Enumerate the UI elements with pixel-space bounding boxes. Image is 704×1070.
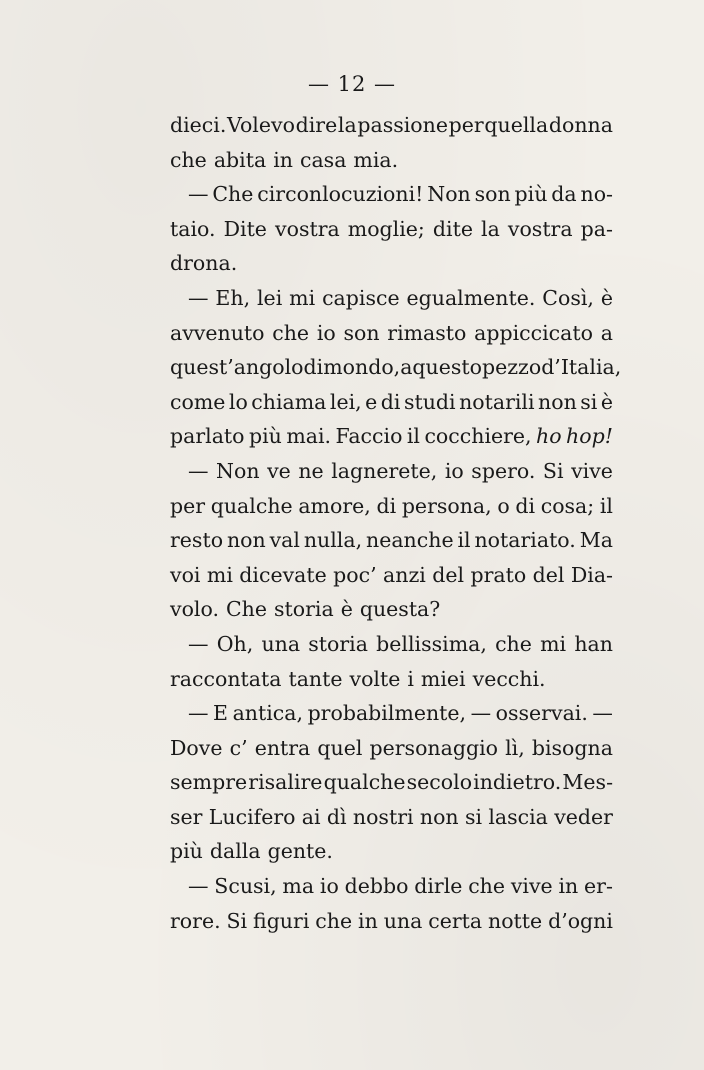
- word: il: [599, 493, 613, 518]
- word: lascia: [488, 804, 548, 829]
- word: vostra: [507, 216, 573, 241]
- word: non: [419, 804, 459, 829]
- text-line: [170, 350, 622, 385]
- word: risalire: [248, 770, 323, 795]
- text-line: [170, 385, 613, 420]
- word: anzi: [383, 562, 426, 587]
- word: notariato.: [474, 528, 576, 553]
- word: Non: [427, 182, 471, 207]
- word: volo.: [170, 597, 219, 622]
- word: questo: [412, 355, 482, 380]
- word: la: [337, 113, 357, 137]
- word: vive: [571, 458, 613, 483]
- word: personaggio: [369, 735, 498, 760]
- word: —: [470, 701, 492, 726]
- word: persona,: [401, 493, 492, 518]
- word: mi: [540, 631, 567, 656]
- word: avvenuto: [170, 320, 265, 345]
- word: d’ogni: [548, 908, 613, 933]
- text-line: [170, 281, 613, 316]
- word: entra: [254, 735, 311, 760]
- text-line: [170, 765, 613, 800]
- word: val: [269, 528, 300, 553]
- word: rore.: [170, 908, 221, 933]
- word: tante: [288, 666, 343, 691]
- word: quel: [317, 735, 363, 760]
- word: Che: [225, 597, 268, 622]
- word: Non: [216, 458, 260, 483]
- word: Dia-: [570, 562, 613, 587]
- word: passione: [357, 113, 448, 137]
- text-line: [170, 558, 613, 593]
- word: è: [600, 389, 613, 414]
- word: miei: [420, 666, 466, 691]
- word: del: [532, 562, 565, 587]
- word: mi: [289, 285, 316, 310]
- word: questa?: [359, 597, 441, 622]
- word: osservai.: [495, 701, 588, 726]
- word: io: [319, 874, 339, 899]
- word: taio.: [170, 216, 216, 241]
- word: il: [406, 424, 420, 449]
- word: —: [592, 701, 613, 726]
- word: son: [474, 182, 511, 207]
- word: dì: [326, 804, 347, 829]
- word: di: [303, 355, 324, 380]
- word: una: [261, 631, 301, 656]
- word: prato: [470, 562, 527, 587]
- text-line: [170, 419, 613, 454]
- word: Oh,: [216, 631, 254, 656]
- word: poc’: [333, 562, 377, 587]
- word: nostri: [352, 804, 414, 829]
- text-line: [170, 731, 613, 766]
- word: —: [188, 182, 209, 207]
- word: Dove: [170, 735, 223, 760]
- word: Dite: [223, 216, 267, 241]
- word: ve: [267, 458, 291, 483]
- word: Volevo: [227, 113, 295, 137]
- word: drona.: [170, 251, 238, 276]
- word: egualmente.: [406, 285, 536, 310]
- word: resto: [170, 528, 224, 553]
- text-line: [170, 592, 613, 627]
- word: studi: [403, 389, 456, 414]
- word: parlato: [170, 424, 245, 449]
- word: amore,: [298, 493, 371, 518]
- word: di: [380, 389, 401, 414]
- word: Che: [212, 182, 254, 207]
- text-line: [170, 869, 613, 904]
- word: abita: [213, 147, 267, 172]
- word: la: [481, 216, 500, 241]
- word: Lucifero: [208, 804, 296, 829]
- text-line: [170, 212, 613, 247]
- word: di: [515, 493, 536, 518]
- word: qualche: [323, 770, 406, 795]
- word: ho: [536, 424, 562, 449]
- word: e: [365, 389, 378, 414]
- word: —: [188, 285, 209, 310]
- word: debbo: [344, 874, 409, 899]
- word: ne: [298, 458, 324, 483]
- word: sempre: [170, 770, 248, 795]
- word: Mes-: [562, 770, 613, 795]
- word: probabilmente,: [307, 701, 467, 726]
- word: neanche: [366, 528, 454, 553]
- word: dirle: [414, 874, 463, 899]
- word: gente.: [267, 839, 333, 864]
- word: lei: [257, 285, 283, 310]
- body-text: [170, 108, 622, 938]
- text-line: [170, 177, 613, 212]
- word: vive: [510, 874, 553, 899]
- word: cocchiere,: [424, 424, 532, 449]
- page-number: — 12 —: [307, 72, 397, 96]
- word: ma: [282, 874, 315, 899]
- word: Eh,: [215, 285, 251, 310]
- word: per: [170, 493, 206, 518]
- word: Si: [226, 908, 248, 933]
- text-line: [170, 696, 613, 731]
- word: ai: [301, 804, 321, 829]
- word: —: [188, 874, 209, 899]
- text-line: [170, 316, 613, 351]
- word: lei,: [329, 389, 362, 414]
- text-line: [170, 108, 613, 143]
- word: pezzo: [481, 355, 542, 380]
- word: mai.: [286, 424, 332, 449]
- word: figuri: [253, 908, 310, 933]
- word: io: [444, 458, 464, 483]
- word: in: [358, 908, 378, 933]
- word: casa: [299, 147, 347, 172]
- word: volte: [349, 666, 401, 691]
- word: in: [558, 874, 579, 899]
- word: non: [226, 528, 266, 553]
- word: qualche: [210, 493, 293, 518]
- word: Scusi,: [214, 874, 277, 899]
- text-line: [170, 834, 613, 869]
- word: storia: [274, 597, 334, 622]
- word: er-: [584, 874, 613, 899]
- text-line: [170, 246, 613, 281]
- word: antica,: [232, 701, 304, 726]
- word: notarili: [459, 389, 535, 414]
- word: lì,: [505, 735, 525, 760]
- word: non: [538, 389, 577, 414]
- word: del: [432, 562, 465, 587]
- word: d’Italia,: [541, 355, 622, 380]
- word: mi: [206, 562, 233, 587]
- word: indietro.: [473, 770, 562, 795]
- word: —: [188, 701, 209, 726]
- word: da: [551, 182, 577, 207]
- word: no-: [580, 182, 613, 207]
- word: c’: [229, 735, 248, 760]
- word: spero.: [471, 458, 536, 483]
- text-line: [170, 904, 613, 939]
- text-line: [170, 143, 613, 178]
- word: E: [213, 701, 229, 726]
- word: certa: [428, 908, 483, 933]
- word: appiccicato: [474, 320, 593, 345]
- word: dicevate: [239, 562, 327, 587]
- word: o: [497, 493, 510, 518]
- word: a: [400, 355, 413, 380]
- word: di: [376, 493, 397, 518]
- word: capisce: [322, 285, 400, 310]
- text-line: [170, 454, 613, 489]
- word: per: [448, 113, 484, 137]
- text-line: [170, 489, 613, 524]
- word: che: [315, 908, 353, 933]
- word: che: [170, 147, 207, 172]
- word: è: [600, 285, 613, 310]
- word: dite: [432, 216, 473, 241]
- word: in: [273, 147, 293, 172]
- word: circonlocuzioni!: [257, 182, 424, 207]
- word: veder: [554, 804, 613, 829]
- text-line: [170, 800, 613, 835]
- word: rimasto: [387, 320, 467, 345]
- word: che: [468, 874, 506, 899]
- word: son: [343, 320, 380, 345]
- word: han: [574, 631, 613, 656]
- word: —: [188, 458, 209, 483]
- word: vostra: [275, 216, 340, 241]
- word: vecchi.: [472, 666, 546, 691]
- word: come: [170, 389, 226, 414]
- word: il: [457, 528, 471, 553]
- word: bellissima,: [376, 631, 487, 656]
- word: Così,: [542, 285, 594, 310]
- word: Faccio: [335, 424, 403, 449]
- word: hop!: [566, 424, 613, 449]
- word: quest’angolo: [170, 355, 304, 380]
- word: che: [495, 631, 532, 656]
- word: dalla: [209, 839, 261, 864]
- word: a: [600, 320, 613, 345]
- word: Ma: [579, 528, 613, 553]
- word: quella: [484, 113, 549, 137]
- word: dire: [295, 113, 338, 137]
- word: mondo,: [323, 355, 401, 380]
- word: moglie;: [347, 216, 425, 241]
- word: più: [514, 182, 548, 207]
- text-line: [170, 523, 613, 558]
- word: una: [383, 908, 423, 933]
- word: mia.: [353, 147, 399, 172]
- word: ser: [170, 804, 203, 829]
- word: bisogna: [531, 735, 613, 760]
- word: —: [188, 631, 209, 656]
- word: lo: [228, 389, 248, 414]
- word: storia: [308, 631, 368, 656]
- word: notte: [488, 908, 543, 933]
- word: dieci.: [170, 113, 227, 137]
- word: donna: [548, 113, 613, 137]
- word: raccontata: [170, 666, 282, 691]
- word: nulla,: [303, 528, 363, 553]
- word: voi: [170, 562, 201, 587]
- word: più: [248, 424, 282, 449]
- word: secolo: [406, 770, 473, 795]
- word: pa-: [580, 216, 613, 241]
- text-line: [170, 627, 613, 662]
- word: Si: [542, 458, 564, 483]
- word: io: [316, 320, 336, 345]
- word: è: [340, 597, 353, 622]
- word: cosa;: [540, 493, 595, 518]
- word: lagnerete,: [331, 458, 438, 483]
- word: che: [272, 320, 310, 345]
- text-line: [170, 662, 613, 697]
- word: si: [464, 804, 483, 829]
- word: più: [170, 839, 203, 864]
- word: chiama: [251, 389, 327, 414]
- word: i: [407, 666, 414, 691]
- word: si: [580, 389, 598, 414]
